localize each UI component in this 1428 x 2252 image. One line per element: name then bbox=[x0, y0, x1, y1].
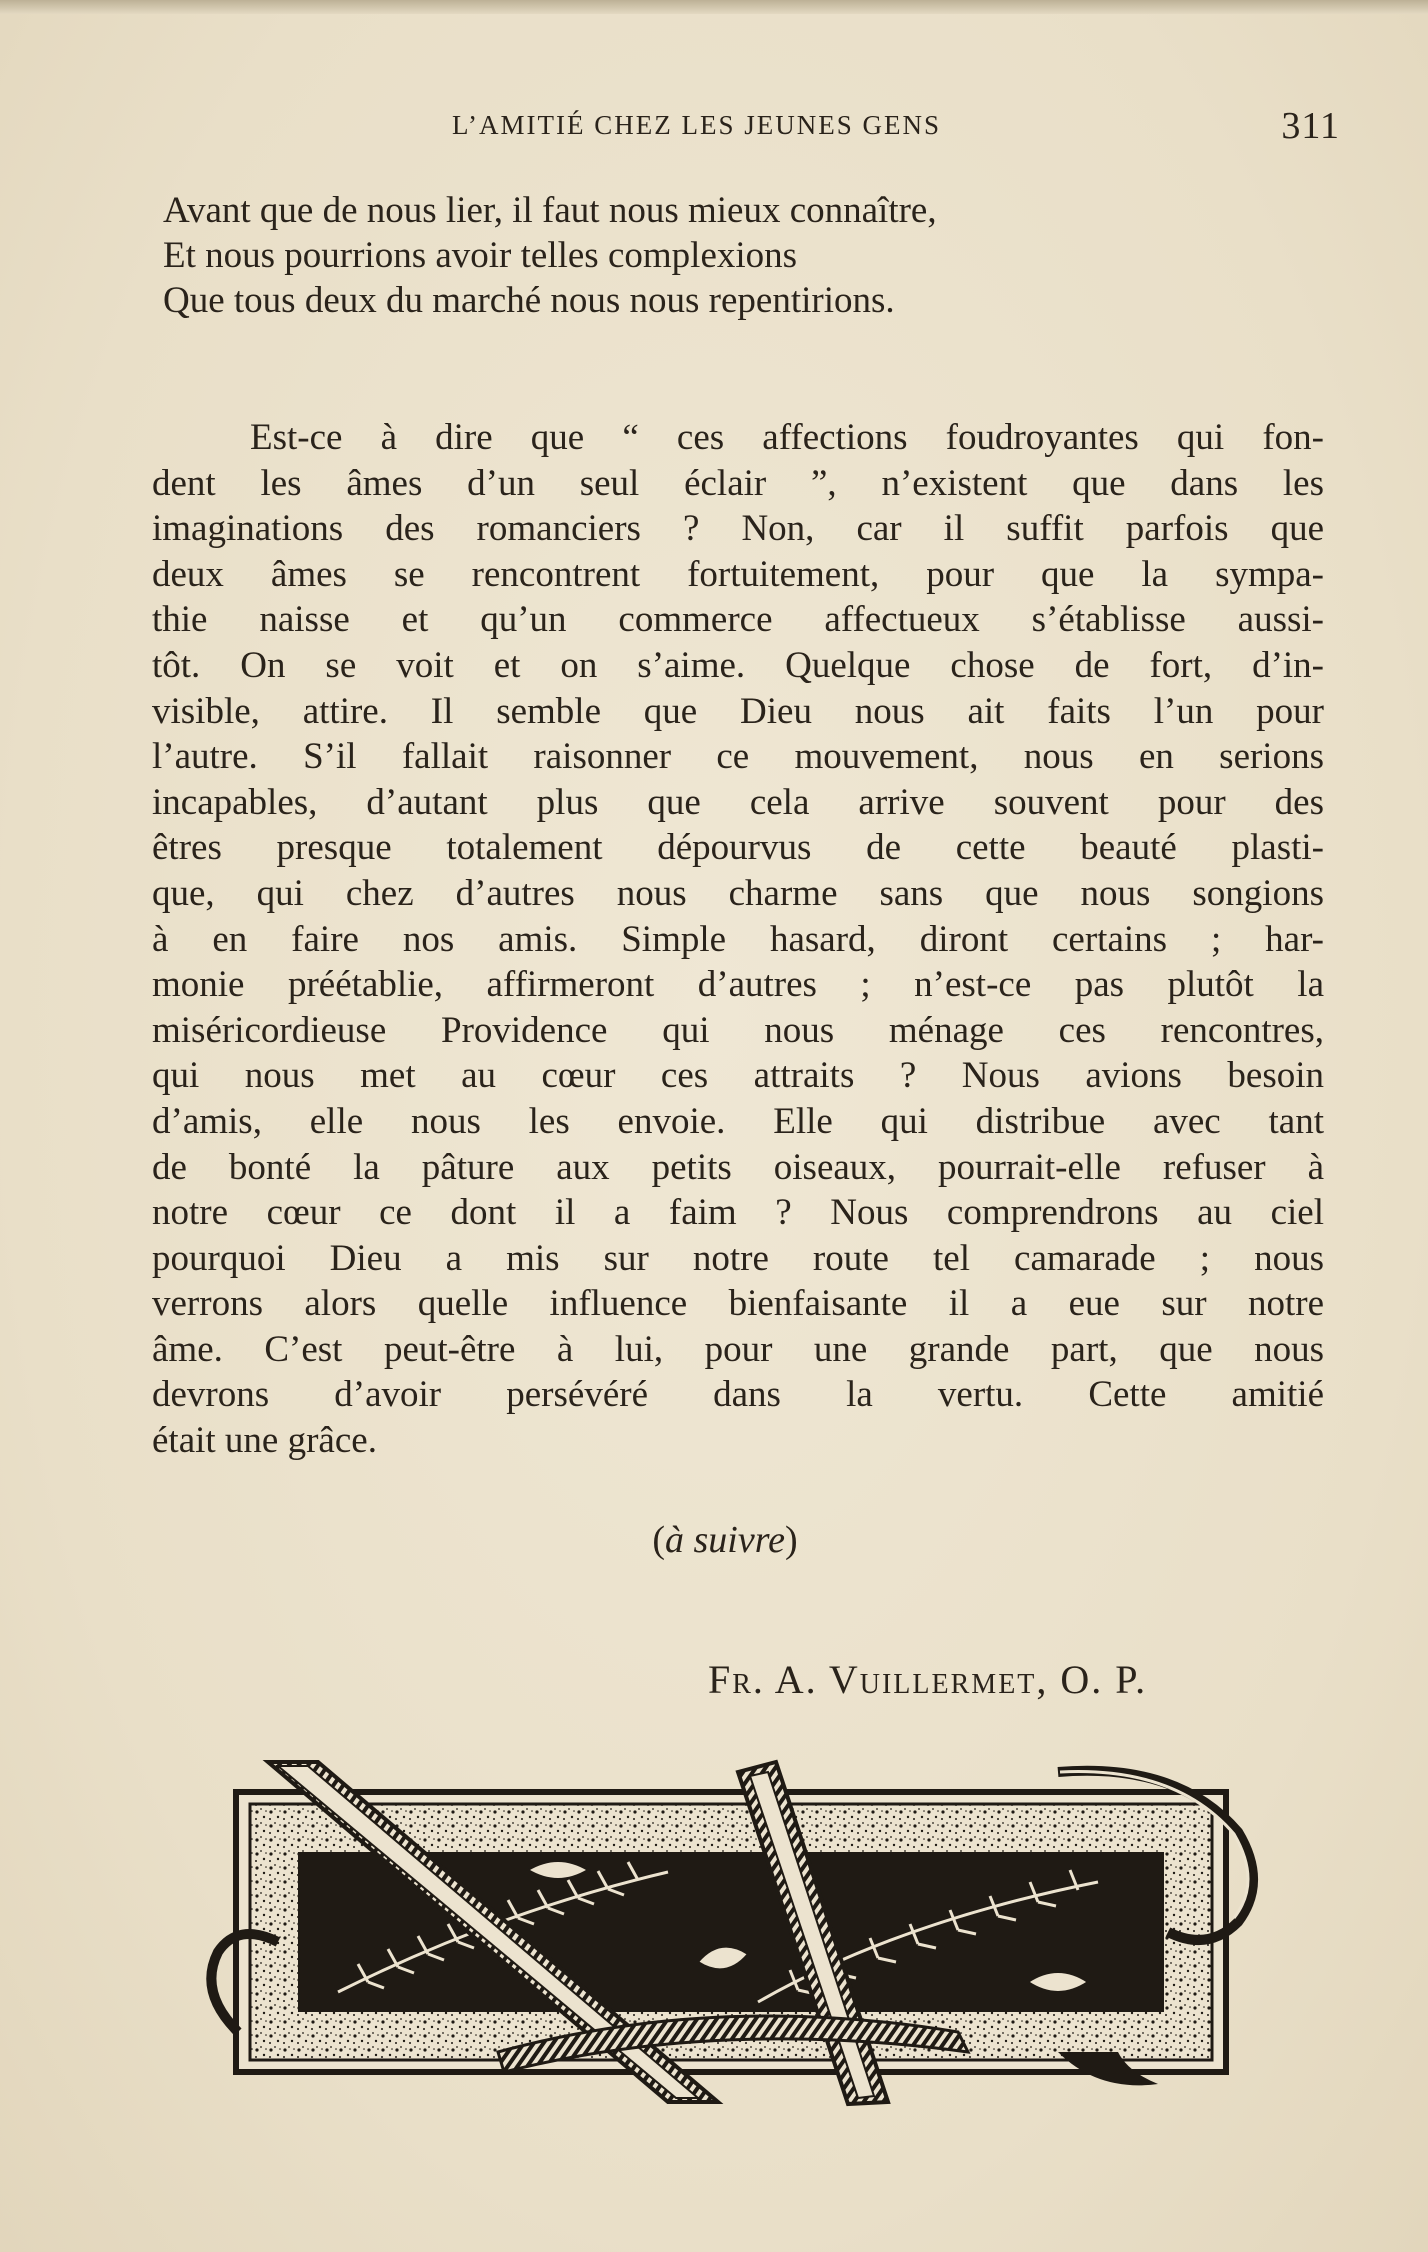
verse-line: Avant que de nous lier, il faut nous mieux connaître, bbox=[163, 190, 937, 231]
text-line: qui nous met au cœur ces attraits ? Nous avions besoin bbox=[152, 1055, 1324, 1097]
text-line: que, qui chez d’autres nous charme sans que nous songions bbox=[152, 872, 1324, 914]
text-line: l’autre. S’il fallait raisonner ce mouvement, nous en serions bbox=[152, 736, 1324, 778]
page-header bbox=[150, 105, 1340, 148]
continuation-text: à suivre bbox=[665, 1519, 785, 1561]
text-line: pourquoi Dieu a mis sur notre route tel camarade ; nous bbox=[152, 1237, 1324, 1279]
to-be-continued bbox=[0, 1518, 1428, 1562]
text-line: Est-ce à dire que “ ces affections foudroyantes qui fon- bbox=[250, 417, 1324, 458]
text-line: était une grâce. bbox=[152, 1420, 377, 1462]
continuation-close-paren: ) bbox=[784, 1519, 798, 1561]
text-line: verrons alors quelle influence bienfaisante il a eue sur notre bbox=[152, 1283, 1324, 1325]
text-line: monie préétablie, affirmeront d’autres ; n’est-ce pas plutôt la bbox=[152, 964, 1324, 1006]
text-line: miséricordieuse Providence qui nous ménage ces rencontres, bbox=[152, 1009, 1324, 1051]
text-line: tôt. On se voit et on s’aime. Quelque chose de fort, d’in- bbox=[152, 644, 1324, 686]
text-line: à en faire nos amis. Simple hasard, diront certains ; har- bbox=[152, 918, 1324, 960]
page-top-edge bbox=[0, 0, 1428, 14]
text-line: imaginations des romanciers ? Non, car il suffit parfois que bbox=[152, 508, 1324, 550]
author-signature: Fr. A. Vuillermet, O. P. bbox=[708, 1657, 1148, 1702]
text-line: de bonté la pâture aux petits oiseaux, pourrait-elle refuser à bbox=[152, 1146, 1324, 1188]
text-line: devrons d’avoir persévéré dans la vertu. Cette amitié bbox=[152, 1374, 1324, 1416]
text-line: thie naisse et qu’un commerce affectueux s’établisse aussi- bbox=[152, 599, 1324, 641]
main-paragraph bbox=[152, 415, 1324, 1464]
running-head: L’AMITIÉ CHEZ LES JEUNES GENS bbox=[452, 110, 941, 140]
decorative-tailpiece-ornament-icon bbox=[198, 1752, 1270, 2108]
text-line: d’amis, elle nous les envoie. Elle qui distribue avec tant bbox=[152, 1100, 1324, 1142]
text-line: notre cœur ce dont il a faim ? Nous comprendrons au ciel bbox=[152, 1192, 1324, 1234]
text-line: visible, attire. Il semble que Dieu nous ait faits l’un pour bbox=[152, 690, 1324, 732]
page-number: 311 bbox=[1281, 105, 1340, 147]
text-line: êtres presque totalement dépourvus de cette beauté plasti- bbox=[152, 827, 1324, 869]
verse-line: Que tous deux du marché nous nous repentirions. bbox=[163, 280, 895, 321]
continuation-open-paren: ( bbox=[652, 1519, 666, 1561]
text-line: âme. C’est peut-être à lui, pour une grande part, que nous bbox=[152, 1328, 1324, 1370]
text-line: dent les âmes d’un seul éclair ”, n’existent que dans les bbox=[152, 462, 1324, 504]
text-line: incapables, d’autant plus que cela arrive souvent pour des bbox=[152, 781, 1324, 823]
verse-quotation bbox=[163, 188, 1263, 323]
text-line: deux âmes se rencontrent fortuitement, pour que la sympa- bbox=[152, 553, 1324, 595]
verse-line: Et nous pourrions avoir telles complexions bbox=[163, 235, 798, 276]
